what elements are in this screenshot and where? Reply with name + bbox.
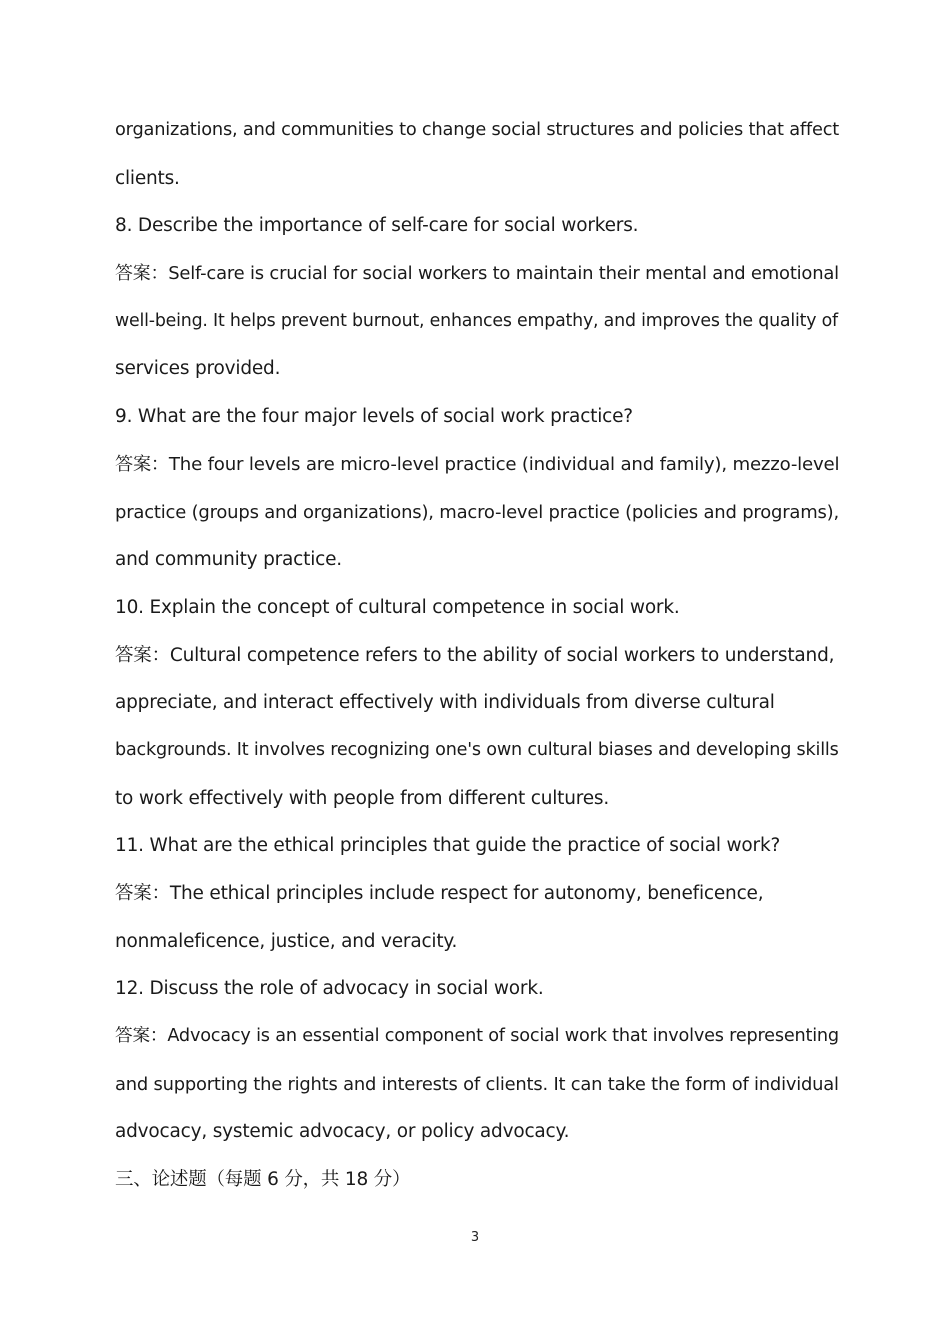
text-line: practice (groups and organizations), macro-level practice (policies and programs),	[115, 501, 839, 523]
text-line: well-being. It helps prevent burnout, enhances empathy, and improves the quality of	[115, 310, 838, 331]
text-line: services provided.	[115, 358, 281, 380]
answer-12: 答案：Advocacy is an essential component of social work that involves representing	[115, 1026, 839, 1047]
text-line: clients.	[115, 167, 180, 189]
answer-11: 答案：The ethical principles include respect for autonomy, beneficence,	[115, 883, 764, 904]
page-body	[115, 107, 840, 1204]
text-line: backgrounds. It involves recognizing one's own cultural biases and developing skills	[115, 739, 839, 760]
text-line: to work effectively with people from different cultures.	[115, 787, 610, 809]
question-11: 11. What are the ethical principles that guide the practice of social work?	[115, 835, 781, 857]
text-line: nonmaleficence, justice, and veracity.	[115, 930, 458, 952]
text-line: appreciate, and interact effectively with individuals from diverse cultural	[115, 692, 775, 714]
question-12: 12. Discuss the role of advocacy in social work.	[115, 978, 544, 1000]
text-line: advocacy, systemic advocacy, or policy advocacy.	[115, 1121, 570, 1143]
section-heading: 三、论述题（每题 6 分，共 18 分）	[115, 1169, 411, 1191]
answer-9: 答案：The four levels are micro-level practice (individual and family), mezzo-level	[115, 453, 840, 475]
answer-10: 答案：Cultural competence refers to the ability of social workers to understand,	[115, 644, 835, 666]
page-number: 3	[470, 1230, 480, 1245]
question-8: 8. Describe the importance of self-care for social workers.	[115, 215, 639, 237]
question-9: 9. What are the four major levels of social work practice?	[115, 406, 633, 428]
text-line: and community practice.	[115, 549, 342, 571]
text-line: and supporting the rights and interests of clients. It can take the form of individual	[115, 1073, 839, 1095]
text-line: organizations, and communities to change social structures and policies that affect	[115, 120, 840, 140]
question-10: 10. Explain the concept of cultural competence in social work.	[115, 596, 680, 618]
answer-8: 答案：Self-care is crucial for social workers to maintain their mental and emotional	[115, 263, 839, 285]
